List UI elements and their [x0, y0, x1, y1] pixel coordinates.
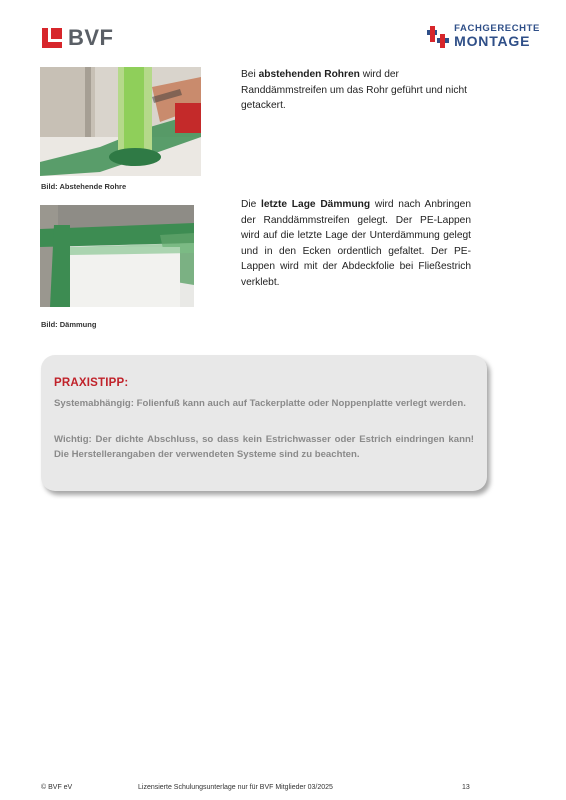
praxistipp-title: PRAXISTIPP:	[54, 377, 129, 389]
praxistipp-paragraph-1: Systemabhängig: Folienfuß kann auch auf Tackerplatte oder Noppenplatte verlegt werden.	[54, 398, 466, 409]
logo-line-montage: MONTAGE	[454, 33, 531, 49]
text-daemmung	[241, 197, 471, 290]
footer-license-note: Lizensierte Schulungsunterlage nur für BVF Mitglieder 03/2025	[138, 784, 333, 791]
text-emphasis: letzte Lage Dämmung	[261, 199, 371, 210]
photo-daemmung	[40, 205, 194, 307]
text-segment: Bei	[241, 69, 259, 80]
text-emphasis: abstehenden Rohren	[258, 69, 360, 80]
logo-line-fachgerechte: FACHGERECHTE	[454, 23, 540, 34]
text-segment: wird nach Anbringen der Randdämmstreifen gelegt. Der PE-Lappen wird auf die letzte Lage der Unterdämmung gelegt und in den Ecken ordentlich gefaltet. Der PE-Lappen wird mit der Abdeckfolie bei Fließestrich verklebt.	[241, 199, 471, 288]
footer-copyright: © BVF eV	[41, 784, 73, 791]
montage-logo-mark-icon	[427, 26, 449, 48]
bvf-logo-mark-icon	[42, 28, 62, 48]
photo-abstehende-rohre	[40, 67, 201, 176]
text-abstehende-rohre	[241, 67, 471, 114]
footer-page-number: 13	[462, 784, 470, 791]
praxistipp-paragraph-2: Wichtig: Der dichte Abschluss, so dass kein Estrichwasser oder Estrich eindringen kann! Die Herstellerangaben der verwendeten Systeme sind zu beachten.	[54, 434, 474, 460]
caption-daemmung: Bild: Dämmung	[41, 320, 97, 329]
bvf-logo	[42, 27, 114, 49]
praxistipp-box	[41, 355, 487, 491]
fachgerechte-montage-logo	[427, 24, 540, 49]
caption-abstehende-rohre: Bild: Abstehende Rohre	[41, 182, 127, 191]
bvf-logo-text: BVF	[68, 25, 114, 50]
text-segment: Die	[241, 199, 262, 210]
text-segment: wird der Randdämmstreifen um das Rohr geführt und nicht getackert.	[241, 69, 467, 111]
